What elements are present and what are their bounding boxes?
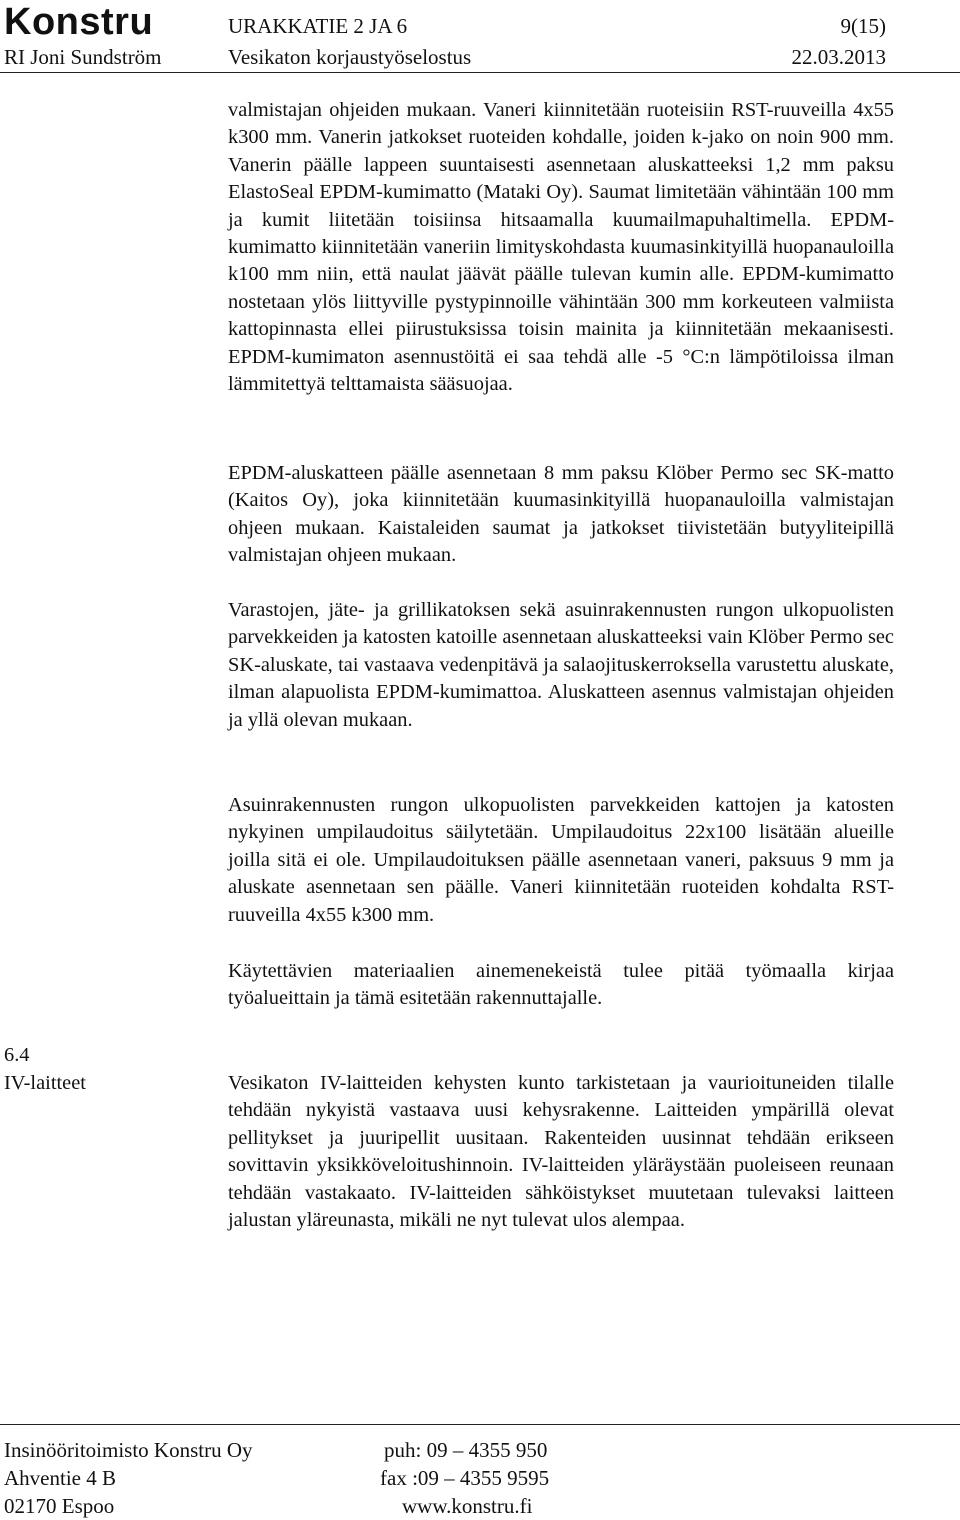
project-name: URAKKATIE 2 JA 6 <box>228 14 408 38</box>
footer-website[interactable]: www.konstru.fi <box>402 1494 533 1518</box>
company-logo: Konstru <box>4 1 154 43</box>
section-title: IV-laitteet <box>4 1072 86 1094</box>
paragraph-5: Käytettävien materiaalien ainemenekeistä tulee pitää työmaalla kirjaa työalueittain ja tämä esitetään rakennuttajalle. <box>228 960 894 1010</box>
footer-divider <box>0 1424 960 1425</box>
author: RI Joni Sundström <box>4 45 162 69</box>
paragraph-1: valmistajan ohjeiden mukaan. Vaneri kiinnitetään ruoteisiin RST-ruuveilla 4x55 k300 mm. Vanerin jatkokset ruoteiden kohdalle, joiden k-jako on noin 900 mm. Vanerin päälle lappeen suuntaisesti asennetaan aluskatteeksi 1,2 mm paksu ElastoSeal EPDM-kumimatto (Mataki Oy). Saumat limitetään vähintään 100 mm ja kumit liitetään toisiinsa hitsaamalla kuumailmapuhaltimella. EPDM-kumimatto kiinnitetään vaneriin limityskohdasta kuumasinkityillä huopanauloilla k100 mm niin, että naulat jäävät päälle tulevan kumin alle. EPDM-kumimatto nostetaan ylös liittyville pystypinnoille vähintään 300 mm korkeuteen valmiista kattopinnasta ellei piirustuksissa toisin mainita ja kiinnitetään mekaanisesti. EPDM-kumimaton asennustöitä ei saa tehdä alle -5 °C:n lämpötiloissa ilman lämmitettyä telttamaista sääsuojaa. <box>228 99 894 396</box>
footer-company: Insinööritoimisto Konstru Oy <box>4 1438 253 1462</box>
paragraph-6: Vesikaton IV-laitteiden kehysten kunto tarkistetaan ja vaurioituneiden tilalle tehdään nykyistä vastaava uusi kehysrakenne. Laitteiden ympärillä olevat pellitykset ja juuripellit uusitaan. Rakenteiden uusinnat tehdään erikseen sovittavin yksikköveloitushinnoin. IV-laitteiden yläräystään puoleiseen reunaan tehdään vastakaato. IV-laitteiden sähköistykset muutetaan tulevaksi laitteen jalustan yläreunasta, mikäli ne nyt tulevat ulos alempaa. <box>228 1072 894 1232</box>
paragraph-4: Asuinrakennusten rungon ulkopuolisten parvekkeiden kattojen ja katosten nykyinen umpilaudoitus säilytetään. Umpilaudoitus 22x100 lisätään alueille joilla sitä ei ole. Umpilaudoituksen päälle asennetaan vaneri, paksuus 9 mm ja aluskate asennetaan sen päälle. Vaneri kiinnitetään ruoteiden kohdalta RST-ruuveilla 4x55 k300 mm. <box>228 794 894 926</box>
document-date: 22.03.2013 <box>791 45 886 69</box>
paragraph-3: Varastojen, jäte- ja grillikatoksen sekä asuinrakennusten rungon ulkopuolisten parvekkeiden ja katosten katoille asennetaan aluskatteeksi vain Klöber Permo sec SK-aluskate, tai vastaava vedenpitävä ja salaojituskerroksella varustettu aluskate, ilman alapuolista EPDM-kumimattoa. Aluskatteen asennus valmistajan ohjeiden ja yllä olevan mukaan. <box>228 599 894 731</box>
footer-phone: puh: 09 – 4355 950 <box>384 1438 548 1462</box>
footer-fax: fax :09 – 4355 9595 <box>380 1466 550 1490</box>
document-title: Vesikaton korjaustyöselostus <box>228 45 472 69</box>
page-number: 9(15) <box>840 14 886 38</box>
header-divider <box>0 72 960 73</box>
paragraph-2: EPDM-aluskatteen päälle asennetaan 8 mm paksu Klöber Permo sec SK-matto (Kaitos Oy), joka kiinnitetään kuumasinkityillä huopanauloilla valmistajan ohjeen mukaan. Kaistaleiden saumat ja jatkokset tiivistetään butyyliteipillä valmistajan ohjeen mukaan. <box>228 462 894 567</box>
section-number: 6.4 <box>4 1044 30 1066</box>
footer-street: Ahventie 4 B <box>4 1466 116 1490</box>
footer-postal: 02170 Espoo <box>4 1494 115 1518</box>
